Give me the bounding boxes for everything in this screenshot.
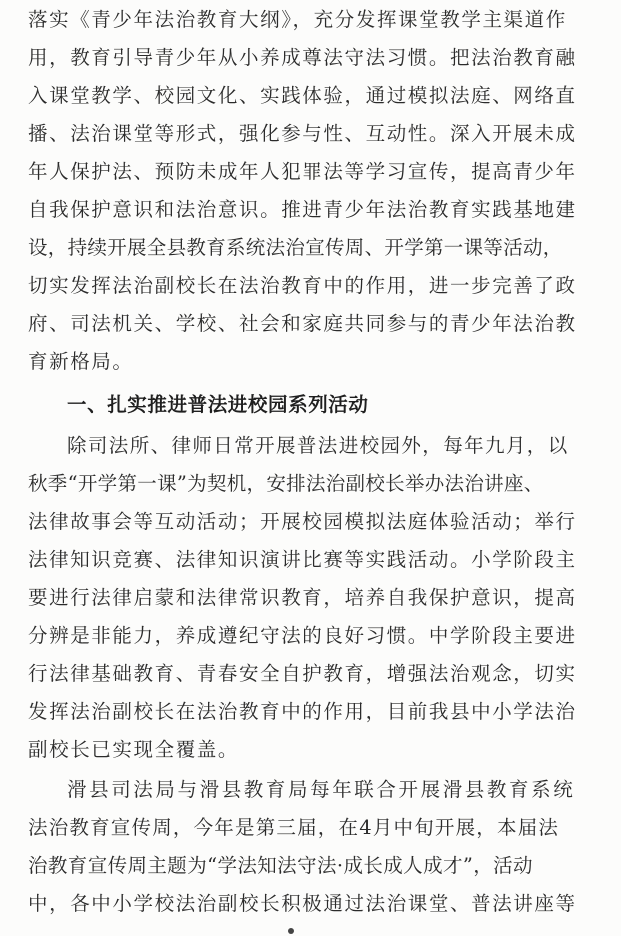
paragraph-line: 副校长已实现全覆盖。 bbox=[28, 738, 240, 761]
paragraph-line: 年人保护法、预防未成年人犯罪法等学习宣传，提高青少年 bbox=[28, 160, 577, 183]
paragraph-line: 行法律基础教育、青春安全自护教育，增强法治观念，切实 bbox=[28, 662, 577, 685]
paragraph-line: 发挥法治副校长在法治教育中的作用，目前我县中小学法治 bbox=[28, 700, 577, 723]
paragraph-line: 法律故事会等互动活动；开展校园模拟法庭体验活动；举行 bbox=[28, 510, 577, 533]
paragraph-line: 要进行法律启蒙和法律常识教育，培养自我保护意识，提高 bbox=[28, 586, 577, 609]
paragraph-line: 法律知识竞赛、法律知识演讲比赛等实践活动。小学阶段主 bbox=[28, 548, 577, 571]
paragraph-line: 播、法治课堂等形式，强化参与性、互动性。深入开展未成 bbox=[28, 122, 577, 145]
paragraph-line: 切实发挥法治副校长在法治教育中的作用，进一步完善了政 bbox=[28, 274, 577, 297]
paragraph-line: 设，持续开展全县教育系统法治宣传周、开学第一课等活动， bbox=[28, 236, 563, 259]
paragraph-line: 治教育宣传周主题为“学法知法守法·成长成人成才”，活动 bbox=[28, 854, 533, 877]
paragraph-line: 滑县司法局与滑县教育局每年联合开展滑县教育系统 bbox=[67, 778, 576, 801]
paragraph-line: 用，教育引导青少年从小养成尊法守法习惯。把法治教育融 bbox=[28, 46, 577, 69]
paragraph-line: 自我保护意识和法治意识。推进青少年法治教育实践基地建 bbox=[28, 198, 577, 221]
page-number-mark bbox=[288, 928, 294, 934]
paragraph-line: 入课堂教学、校园文化、实践体验，通过模拟法庭、网络直 bbox=[28, 84, 577, 107]
paragraph-line: 落实《青少年法治教育大纲》，充分发挥课堂教学主渠道作 bbox=[28, 8, 567, 31]
paragraph-line: 中，各中小学校法治副校长积极通过法治课堂、普法讲座等 bbox=[28, 892, 577, 915]
paragraph-line: 育新格局。 bbox=[28, 350, 134, 373]
section-heading: 一、扎实推进普法进校园系列活动 bbox=[67, 393, 369, 416]
paragraph-line: 除司法所、律师日常开展普法进校园外，每年九月，以 bbox=[67, 434, 569, 457]
paragraph-line: 法治教育宣传周，今年是第三届，在4月中旬开展，本届法 bbox=[28, 816, 560, 839]
paragraph-line: 秋季“开学第一课”为契机，安排法治副校长举办法治讲座、 bbox=[28, 472, 544, 495]
paragraph-line: 分辨是非能力，养成遵纪守法的良好习惯。中学阶段主要进 bbox=[28, 624, 577, 647]
paragraph-line: 府、司法机关、学校、社会和家庭共同参与的青少年法治教 bbox=[28, 312, 577, 335]
